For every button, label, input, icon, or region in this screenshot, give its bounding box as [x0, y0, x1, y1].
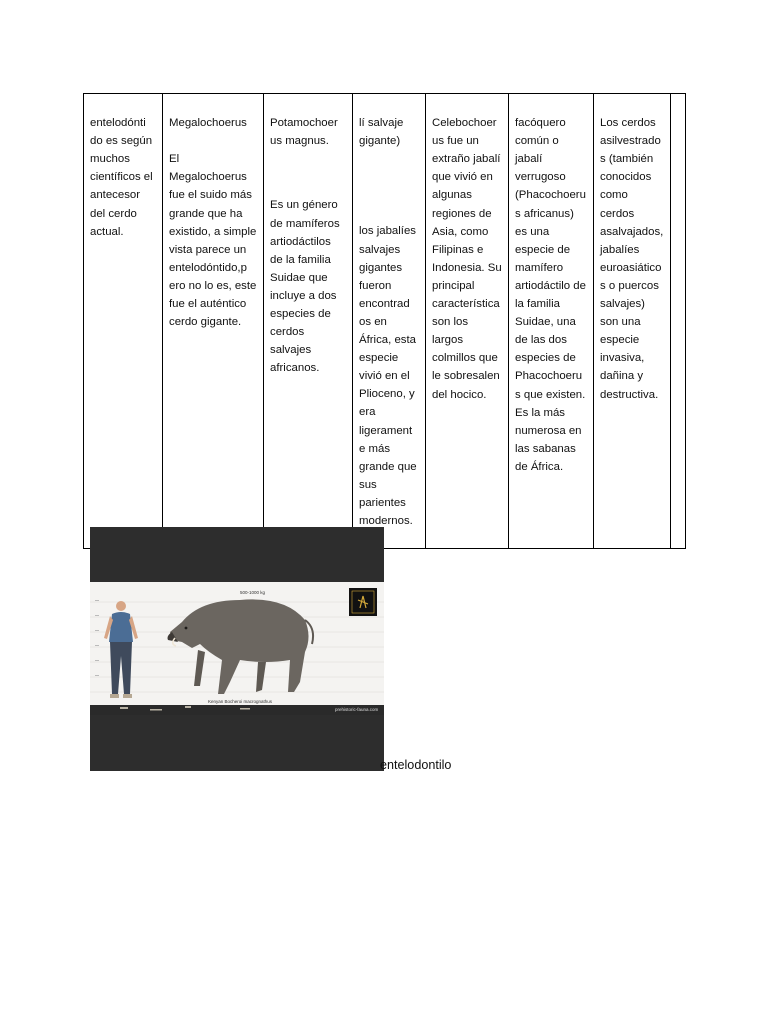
table-row — [84, 94, 686, 549]
table-cell-potamochoerus — [264, 94, 353, 549]
cell-text: El Megalochoerus fue el suido más grande que ha existido, a simple vista parece un entelodóntido,p ero no lo es, este fue el auténtico cerdo gigante. — [169, 153, 257, 329]
figure-caption: entelodontilo — [380, 758, 452, 772]
table-cell-feral-pigs — [594, 94, 671, 549]
table-cell-giant-boar — [353, 94, 426, 549]
site-label: prehistoric-fauna.com — [335, 707, 379, 712]
species-table — [83, 93, 686, 549]
table-cell-empty — [671, 94, 686, 549]
cell-text: Es un género de mamíferos artiodáctilos de la familia Suidae que incluye a dos especies de cerdos salvajes africanos. — [270, 199, 340, 375]
table-cell-megalochoerus — [163, 94, 264, 549]
cell-text: Los cerdos asilvestrado s (también conocidos como cerdos asalvajados, jabalíes euroasiático s o puercos salvajes) son una especie invasiva, dañina y destructiva. — [600, 117, 664, 401]
scale-ticks — [95, 600, 99, 676]
table-cell-warthog — [509, 94, 594, 549]
human-figure — [104, 601, 138, 698]
boar-figure — [168, 599, 314, 694]
cell-text: Celebochoer us fue un extraño jabalí que vivió en algunas regiones de Asia, como Filipinas e Indonesia. Su principal característica son los largos colmillos que le sobresalen del hocico. — [432, 117, 502, 401]
logo-badge — [349, 588, 377, 616]
boar-size-comparison-image — [90, 582, 384, 715]
cell-heading: Potamochoer us magnus. — [270, 117, 338, 148]
figure-image — [90, 527, 384, 771]
weight-label: 500-1000 kg — [240, 590, 266, 595]
cell-heading: Megalochoerus — [169, 117, 247, 130]
cell-text: facóquero común o jabalí verrugoso (Phacochoeru s africanus) es una especie de mamífero artiodáctilo de la familia Suidae, una de las dos especies de Phacochoeru s que existen. Es la más numerosa en las sabanas de África. — [515, 117, 586, 473]
table-cell-entelodont — [84, 94, 163, 549]
cell-heading: lí salvaje gigante) — [359, 117, 404, 148]
size-comparison-illustration — [90, 582, 384, 715]
cell-text: los jabalíes salvajes gigantes fueron encontrad os en África, esta especie vivió en el Plioceno, y era ligerament e más grande que sus parientes modernos. — [359, 225, 417, 527]
species-label: Kenyan Bocheroi macrognathus — [208, 699, 273, 704]
cell-text: entelodónti do es según muchos científicos el antecesor del cerdo actual. — [90, 117, 153, 238]
table-cell-celebochoerus — [426, 94, 509, 549]
